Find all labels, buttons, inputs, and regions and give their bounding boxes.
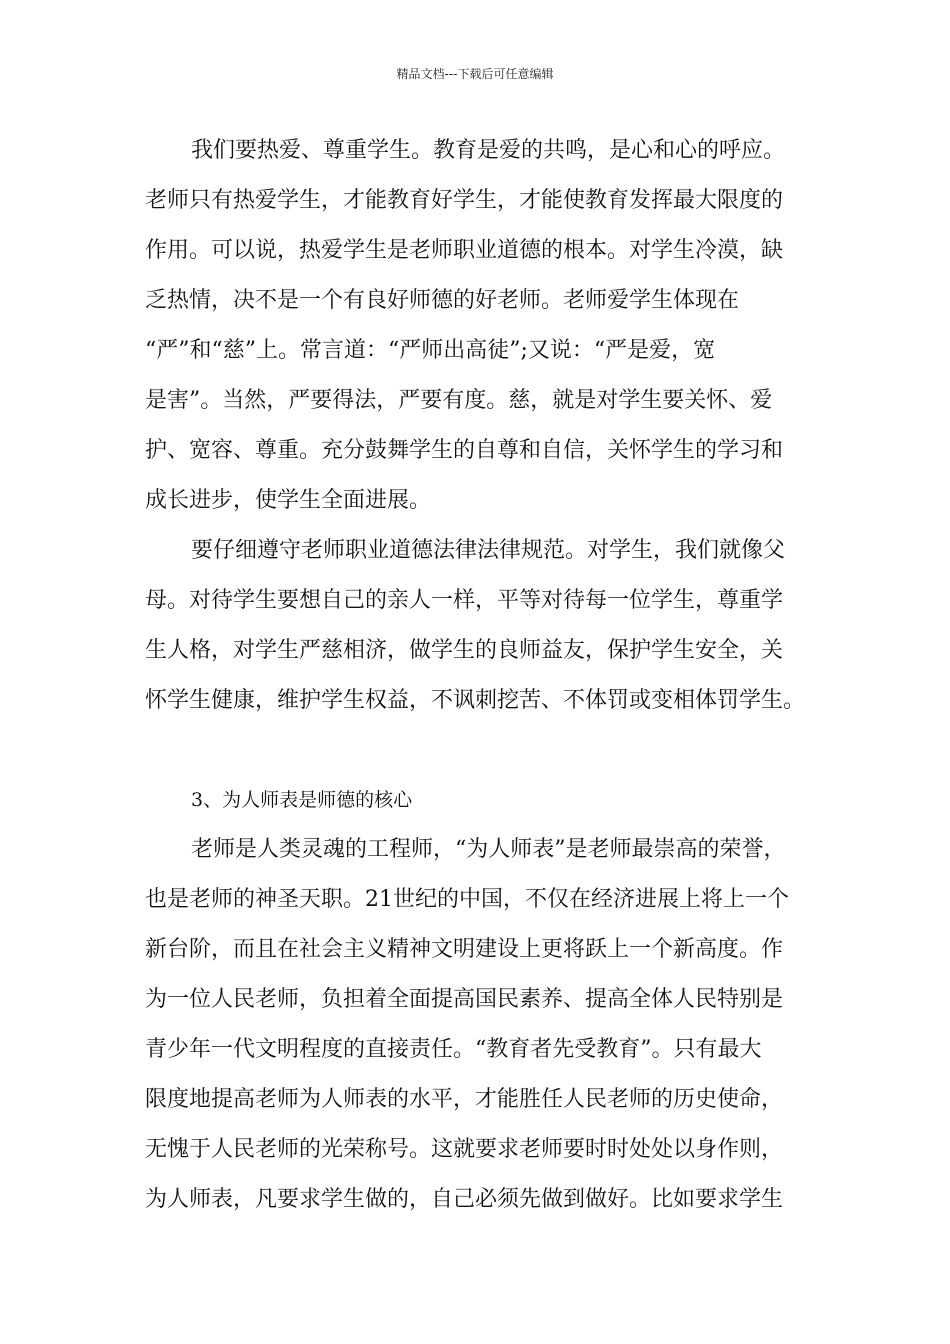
- paragraph-line: 护、宽容、尊重。充分鼓舞学生的自尊和自信，关怀学生的学习和: [145, 438, 784, 463]
- paragraph-love-students: [145, 134, 845, 534]
- paragraph-line: “严”和“慈”上。常言道：“严师出高徒”;又说：“严是爱，宽: [145, 338, 716, 363]
- paragraph-line: 要仔细遵守老师职业道德法律法律规范。对学生，我们就像父: [191, 538, 786, 563]
- paragraph-line: 青少年一代文明程度的直接责任。“教育者先受教育”。只有最大: [145, 1037, 762, 1062]
- paragraph-line: 为人师表，凡要求学生做的，自己必须先做到做好。比如要求学生: [145, 1187, 784, 1212]
- paragraph-line: 作用。可以说，热爱学生是老师职业道德的根本。对学生冷漠，缺: [145, 238, 784, 263]
- paragraph-line: 老师是人类灵魂的工程师，“为人师表”是老师最崇高的荣誉，: [191, 837, 786, 862]
- paragraph-line: 也是老师的神圣天职。21世纪的中国，不仅在经济进展上将上一个: [145, 887, 789, 912]
- body-text: [145, 134, 845, 1233]
- paragraph-line: 为一位人民老师，负担着全面提高国民素养、提高全体人民特别是: [145, 987, 784, 1012]
- paragraph-line: 母。对待学生要想自己的亲人一样，平等对待每一位学生，尊重学: [145, 588, 784, 613]
- paragraph-line: 限度地提高老师为人师表的水平，才能胜任人民老师的历史使命，: [145, 1087, 784, 1112]
- paragraph-line: 是害”。当然，严要得法，严要有度。慈，就是对学生要关怀、爱: [145, 388, 773, 413]
- section-spacer: [145, 734, 845, 783]
- paragraph-role-model: [145, 833, 845, 1233]
- paragraph-line: 无愧于人民老师的光荣称号。这就要求老师要时时处处以身作则，: [145, 1137, 784, 1162]
- paragraph-line: 老师只有热爱学生，才能教育好学生，才能使教育发挥最大限度的: [145, 188, 784, 213]
- paragraph-line: 我们要热爱、尊重学生。教育是爱的共鸣，是心和心的呼应。: [191, 138, 786, 163]
- paragraph-line: 成长进步，使学生全面进展。: [145, 488, 432, 513]
- paragraph-line: 生人格，对学生严慈相济，做学生的良师益友，保护学生安全，关: [145, 638, 784, 663]
- paragraph-professional-ethics: [145, 534, 845, 734]
- paragraph-line: 乏热情，决不是一个有良好师德的好老师。老师爱学生体现在: [145, 288, 740, 313]
- page-header: 精品文档---下载后可任意编辑: [396, 67, 554, 81]
- paragraph-line: 怀学生健康，维护学生权益，不讽刺挖苦、不体罚或变相体罚学生。: [145, 688, 806, 713]
- paragraph-line: 新台阶，而且在社会主义精神文明建设上更将跃上一个新高度。作: [145, 937, 784, 962]
- section-heading: 3、为人师表是师德的核心: [191, 789, 413, 811]
